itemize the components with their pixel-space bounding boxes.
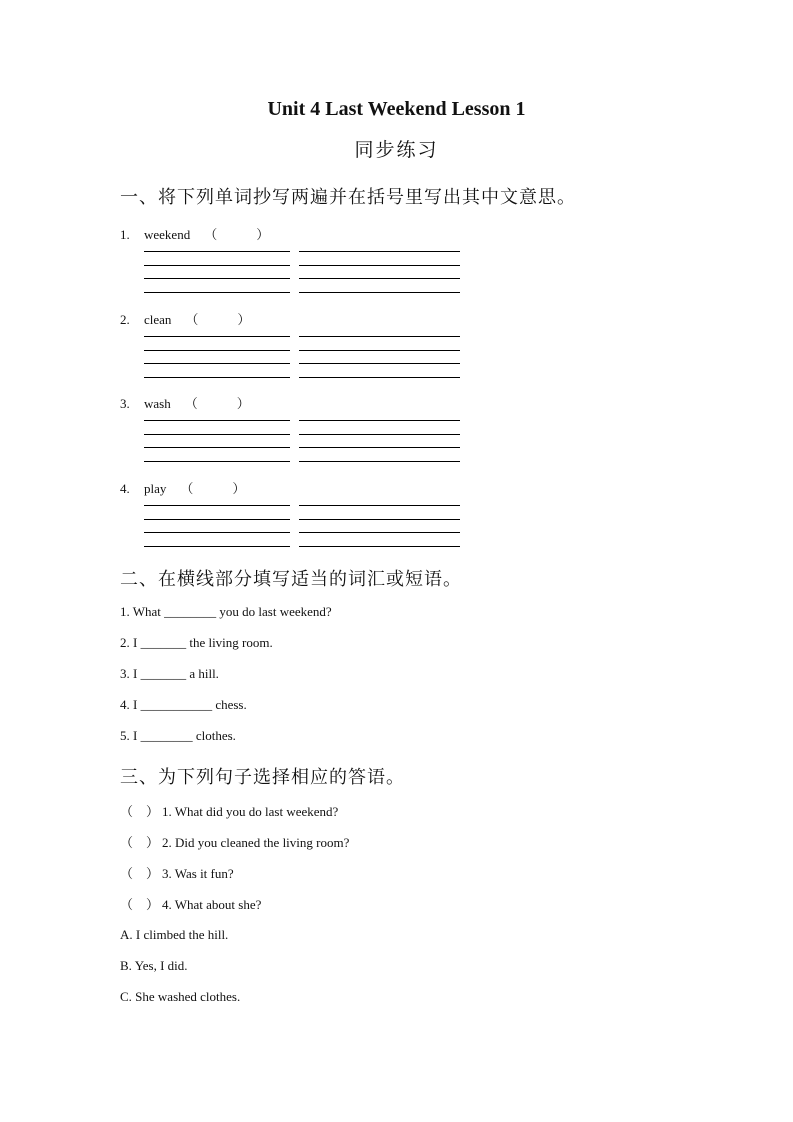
writing-line: [299, 363, 460, 364]
writing-line: [144, 532, 290, 533]
writing-line: [144, 420, 290, 421]
meaning-blank[interactable]: （ ）: [180, 481, 246, 496]
writing-line: [299, 434, 460, 435]
item-number: 3.: [120, 396, 130, 411]
item-number: 4.: [120, 481, 130, 496]
question-text: 1. What did you do last weekend?: [162, 804, 339, 819]
copy-lines[interactable]: [144, 251, 460, 293]
item-number: 1.: [120, 227, 130, 242]
writing-line: [144, 377, 290, 378]
answer-option: C. She washed clothes.: [120, 989, 241, 1004]
writing-line: [299, 278, 460, 279]
writing-line: [299, 292, 460, 293]
vocab-word: play: [144, 481, 167, 496]
question-row: [120, 801, 338, 820]
writing-line: [144, 265, 290, 266]
answer-bracket[interactable]: （ ）: [120, 897, 160, 912]
writing-line: [299, 350, 460, 351]
question-text: 2. Did you cleaned the living room?: [162, 835, 350, 850]
question-row: [120, 894, 261, 913]
meaning-blank[interactable]: （ ）: [184, 396, 250, 411]
section-2-heading: 二、在横线部分填写适当的词汇或短语。: [120, 569, 462, 590]
copy-lines[interactable]: [144, 336, 460, 378]
writing-line: [144, 546, 290, 547]
word-item: [120, 478, 520, 558]
writing-line: [299, 336, 460, 337]
fill-blank-item[interactable]: 1. What ________ you do last weekend?: [120, 604, 332, 619]
question-row: [120, 863, 234, 882]
writing-line: [144, 336, 290, 337]
word-item: [120, 224, 520, 304]
writing-line: [299, 546, 460, 547]
writing-line: [144, 350, 290, 351]
writing-line: [299, 505, 460, 506]
answer-bracket[interactable]: （ ）: [120, 804, 160, 819]
meaning-blank[interactable]: （ ）: [204, 227, 270, 242]
writing-line: [299, 251, 460, 252]
writing-line: [299, 519, 460, 520]
copy-lines[interactable]: [144, 505, 460, 547]
writing-line: [299, 447, 460, 448]
answer-option: A. I climbed the hill.: [120, 927, 229, 942]
writing-line: [144, 519, 290, 520]
fill-blank-item[interactable]: 3. I _______ a hill.: [120, 666, 219, 681]
page-title: Unit 4 Last Weekend Lesson 1: [267, 98, 526, 120]
writing-line: [144, 505, 290, 506]
word-item: [120, 309, 520, 389]
copy-lines[interactable]: [144, 420, 460, 462]
vocab-word: clean: [144, 312, 172, 327]
meaning-blank[interactable]: （ ）: [185, 312, 251, 327]
section-3-heading: 三、为下列句子选择相应的答语。: [120, 767, 405, 788]
item-number: 2.: [120, 312, 130, 327]
writing-line: [144, 447, 290, 448]
writing-line: [144, 363, 290, 364]
writing-line: [299, 377, 460, 378]
writing-line: [299, 265, 460, 266]
writing-line: [299, 461, 460, 462]
writing-line: [299, 532, 460, 533]
question-text: 3. Was it fun?: [162, 866, 234, 881]
fill-blank-item[interactable]: 4. I ___________ chess.: [120, 697, 247, 712]
writing-line: [144, 434, 290, 435]
answer-bracket[interactable]: （ ）: [120, 866, 160, 881]
page-subtitle: 同步练习: [354, 139, 439, 161]
vocab-word: wash: [144, 396, 171, 411]
word-item: [120, 393, 520, 473]
vocab-word: weekend: [144, 227, 191, 242]
writing-line: [144, 278, 290, 279]
fill-blank-item[interactable]: 2. I _______ the living room.: [120, 635, 273, 650]
answer-bracket[interactable]: （ ）: [120, 835, 160, 850]
writing-line: [144, 461, 290, 462]
writing-line: [299, 420, 460, 421]
answer-option: B. Yes, I did.: [120, 958, 188, 973]
writing-line: [144, 292, 290, 293]
section-1-heading: 一、将下列单词抄写两遍并在括号里写出其中文意思。: [120, 187, 576, 208]
fill-blank-item[interactable]: 5. I ________ clothes.: [120, 728, 236, 743]
question-text: 4. What about she?: [162, 897, 262, 912]
writing-line: [144, 251, 290, 252]
question-row: [120, 832, 349, 851]
